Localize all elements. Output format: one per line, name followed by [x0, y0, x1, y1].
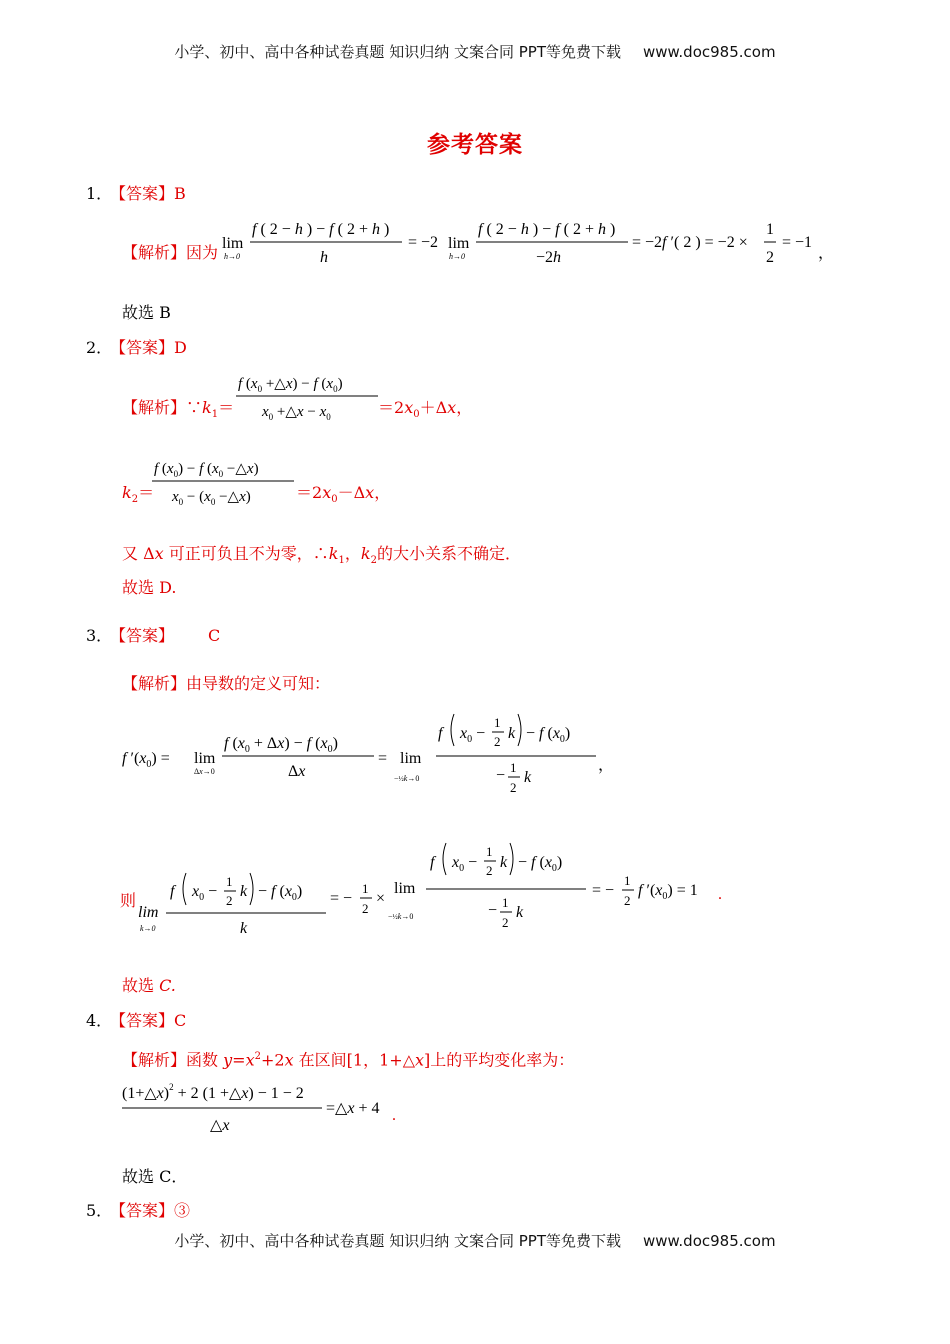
q4-t-e: ]上的平均变化率为： [424, 1050, 575, 1070]
page-footer [0, 1230, 950, 1251]
svg-text:k: k [508, 725, 516, 742]
q5-answer-line [110, 1201, 190, 1221]
svg-text:lim: lim [400, 750, 422, 767]
page-title: 参考答案 [427, 131, 523, 158]
svg-text:lim: lim [138, 904, 159, 921]
q4-t-y: y [223, 1050, 233, 1070]
q4-t-sup: 2 [254, 1051, 261, 1062]
svg-text:1: 1 [766, 221, 774, 238]
q3-formula-1 [118, 700, 618, 814]
svg-text:.: . [718, 886, 722, 903]
svg-text:= −1: = −1 [782, 234, 813, 251]
svg-text:1: 1 [362, 881, 369, 896]
svg-text:x0 −: $x_0$ − [452, 854, 478, 874]
q2-note-k2-sub: 2 [370, 555, 377, 567]
page-header [0, 41, 950, 62]
q2-note-k1-sub: 1 [338, 555, 345, 567]
svg-text:1: 1 [486, 844, 493, 859]
svg-text:2: 2 [624, 893, 631, 908]
svg-text:x0 − (x0 −△x): $x_0 - (x_0$ −△x) [172, 489, 251, 507]
svg-text:2: 2 [226, 893, 233, 908]
svg-text:2: 2 [766, 249, 774, 266]
q4-t-c: +2 [260, 1050, 285, 1070]
svg-text:f (x0 +△x) − f (x0): f ($x_0$ +△x) − f $(x_0)$ [238, 376, 343, 394]
svg-text:f: f [430, 854, 435, 871]
q4-number: 4． [86, 1011, 113, 1030]
q3-conclusion [122, 976, 176, 996]
header-site[interactable]: www.doc985.com [642, 43, 776, 61]
q2-k2-symbol: k [122, 483, 132, 502]
svg-text:2: 2 [502, 915, 509, 930]
q2-note-d: 的大小关系不确定． [376, 544, 521, 563]
q2-note-k1: k [328, 544, 339, 563]
q1-analysis-label [122, 243, 218, 263]
q4-analysis-tag: 【解析】 [122, 1050, 187, 1070]
svg-text:f: f [438, 725, 443, 742]
q2-conclusion: 故选 D. [122, 578, 177, 597]
q2-k2-rhs-x0: x [322, 483, 332, 502]
q2-k1-fraction [234, 368, 382, 430]
q2-number: 2． [86, 338, 113, 357]
svg-text:，: ， [598, 757, 615, 774]
svg-text:= −: = − [330, 890, 353, 907]
q3-then: 则 [120, 891, 137, 910]
q2-k1-sub: 1 [211, 409, 219, 421]
svg-text:f ( 2 − h ) − f ( 2 + h ): f ( 2 − h ) − f ( 2 + h ) [478, 221, 616, 238]
q3-answer-value: C [208, 626, 221, 645]
svg-text:− f (x0): − f $(x_0)$ [258, 883, 303, 903]
q2-k2-eq: ＝ [138, 483, 155, 502]
q4-analysis-line [122, 1047, 574, 1070]
footer-site[interactable]: www.doc985.com [642, 1232, 776, 1250]
q2-k2-rhs-b: －Δ [337, 483, 366, 502]
q2-answer-line [110, 338, 187, 358]
q2-k1-rhs-x0: x [404, 398, 414, 417]
svg-text:−: − [488, 902, 498, 919]
svg-text:f ′(x0) = 1: f $'(x_0) = 1$ [638, 882, 698, 902]
q2-k2-rhs-x: x [365, 483, 375, 502]
q5-answer-value: ③ [174, 1201, 191, 1220]
svg-text:−½k→0: −½k→0 [388, 912, 414, 921]
q4-answer-tag: 【答案】 [110, 1011, 175, 1030]
svg-text:lim: lim [448, 235, 470, 252]
q2-note [122, 544, 521, 571]
q2-k1-rhs-end: ， [456, 398, 473, 417]
footer-text: 小学、初中、高中各种试卷真题 知识归纳 文案合同 PPT等免费下载 [174, 1232, 621, 1250]
svg-text:−2h: −2h [536, 249, 562, 266]
svg-text:×: × [376, 890, 386, 907]
q2-note-a: 又 Δ [122, 544, 155, 563]
q2-k2-rhs-sub: 0 [331, 494, 338, 506]
q2-k1-rhs [378, 398, 472, 425]
q1-analysis-tag: 【解析】 [122, 243, 187, 262]
q2-k2-rhs-a: ＝2 [296, 483, 323, 502]
q4-t-x: x [245, 1050, 255, 1070]
q1-answer-tag: 【答案】 [110, 184, 175, 203]
svg-text:k: k [240, 920, 248, 937]
q4-t-b: = [232, 1050, 246, 1070]
svg-text:1: 1 [502, 895, 509, 910]
svg-text:= −: = − [592, 882, 615, 899]
svg-text:1: 1 [624, 873, 631, 888]
q2-note-x: x [154, 544, 164, 563]
svg-text:lim: lim [194, 750, 216, 767]
svg-text:.: . [392, 1107, 396, 1124]
svg-text:2: 2 [510, 780, 517, 795]
svg-text:2: 2 [362, 901, 369, 916]
svg-text:lim: lim [394, 880, 416, 897]
svg-text:f ( 2 − h ) − f ( 2 + h ): f ( 2 − h ) − f ( 2 + h ) [252, 221, 390, 238]
svg-text:x0 +△x − x0: $x_0$ +△x − $x_0$ [262, 404, 331, 422]
q4-formula [120, 1076, 410, 1140]
q4-t-x3: x [415, 1050, 425, 1070]
q1-answer-line [110, 184, 186, 204]
svg-text:x0 −: $x_0$ − [460, 725, 486, 745]
svg-text:= −2f ′( 2 ) = −2 ×: = −2f ′( 2 ) = −2 × [632, 234, 748, 251]
svg-text:h→0: h→0 [449, 252, 465, 261]
svg-text:1: 1 [494, 715, 501, 730]
q4-t-x2: x [284, 1050, 294, 1070]
svg-text:k: k [240, 883, 248, 900]
svg-text:Δx→0: Δx→0 [194, 767, 215, 776]
q5-answer-tag: 【答案】 [110, 1201, 175, 1220]
svg-text:k→0: k→0 [140, 924, 156, 933]
q3-answer-line [110, 626, 220, 646]
svg-text:f (x0 + Δx) − f (x0): f $(x_0 + \Delta x) - f$ $(x_0)$ [224, 735, 338, 755]
q3-conclusion-b: C. [159, 976, 176, 995]
q3-analysis-tag: 【解析】 [122, 674, 187, 693]
q2-k1-rhs-sub: 0 [413, 409, 420, 421]
svg-text:=△x + 4: =△x + 4 [326, 1100, 380, 1117]
svg-text:2: 2 [486, 863, 493, 878]
q3-analysis-text: 由导数的定义可知： [186, 674, 331, 693]
svg-text:△x: △x [210, 1117, 230, 1134]
svg-text:lim: lim [222, 235, 244, 252]
svg-text:Δx: Δx [288, 763, 306, 780]
svg-text:=: = [378, 750, 388, 767]
svg-text:k: k [500, 854, 508, 871]
q1-conclusion: 故选 B [122, 303, 171, 322]
q2-analysis-tag: 【解析】 [122, 398, 187, 417]
svg-text:−½k→0: −½k→0 [394, 774, 420, 783]
q2-k1-symbol: k [202, 398, 212, 417]
q4-answer-value: C [174, 1011, 187, 1030]
q3-conclusion-a: 故选 [122, 976, 160, 995]
q4-conclusion: 故选 C． [122, 1167, 188, 1186]
q3-analysis-line [122, 674, 330, 694]
svg-text:− f (x0): − f $(x_0)$ [526, 725, 571, 745]
svg-text:(1+△x)2 + 2 (1 +△x) − 1 − 2: (1+△x)$^2$ + 2 (1 +△x) − 1 − 2 [122, 1082, 304, 1102]
q2-k1-rhs-a: ＝2 [378, 398, 405, 417]
q3-formula-2 [136, 835, 736, 949]
q2-because-symbol: ∵ [186, 398, 203, 417]
svg-text:h→0: h→0 [224, 252, 240, 261]
q2-note-b: 可正可负且不为零，∴ [163, 544, 329, 563]
header-text: 小学、初中、高中各种试卷真题 知识归纳 文案合同 PPT等免费下载 [174, 43, 621, 61]
q2-note-k2: k [360, 544, 371, 563]
svg-text:h: h [320, 249, 328, 266]
q4-t-d: 在区间[1，1+△ [293, 1050, 415, 1070]
q2-k2-sub: 2 [131, 494, 139, 506]
q1-formula [220, 212, 820, 276]
q1-analysis-lead: 因为 [186, 243, 219, 262]
q2-k1-eq: ＝ [218, 398, 235, 417]
q5-number: 5． [86, 1201, 113, 1220]
q2-note-c: ， [344, 544, 361, 563]
svg-text:= −2: = −2 [408, 234, 439, 251]
svg-text:1: 1 [226, 874, 233, 889]
svg-text:− f (x0): − f $(x_0)$ [518, 854, 563, 874]
q2-answer-value: D [174, 338, 187, 357]
q1-trail: ， [818, 243, 835, 262]
svg-text:f ′(x0) =: f $'(x_0)$ = [122, 750, 170, 770]
svg-text:x0 −: $x_0$ − [192, 883, 218, 903]
svg-text:f (x0) − f (x0 −△x): f $(x_0) - f$ ($x_0$ −△x) [154, 461, 259, 479]
q4-answer-line [110, 1011, 186, 1031]
q3-answer-tag: 【答案】 [110, 626, 175, 645]
q4-t-a: 函数 [186, 1050, 224, 1070]
svg-text:k: k [516, 904, 524, 921]
svg-text:−: − [496, 767, 506, 784]
q2-k2-rhs-end: ， [374, 483, 391, 502]
q3-number: 3． [86, 626, 113, 645]
q1-number: 1． [86, 184, 113, 203]
svg-text:2: 2 [494, 734, 501, 749]
svg-text:1: 1 [510, 760, 517, 775]
q2-k2-rhs [296, 483, 390, 510]
q2-k1-rhs-x: x [447, 398, 457, 417]
q2-k1-rhs-b: ＋Δ [419, 398, 448, 417]
q2-k1-lead [122, 398, 234, 425]
svg-text:k: k [524, 769, 532, 786]
q1-answer-value: B [174, 184, 186, 203]
svg-text:f: f [170, 883, 175, 900]
q2-answer-tag: 【答案】 [110, 338, 175, 357]
q2-k2-fraction [150, 453, 298, 515]
